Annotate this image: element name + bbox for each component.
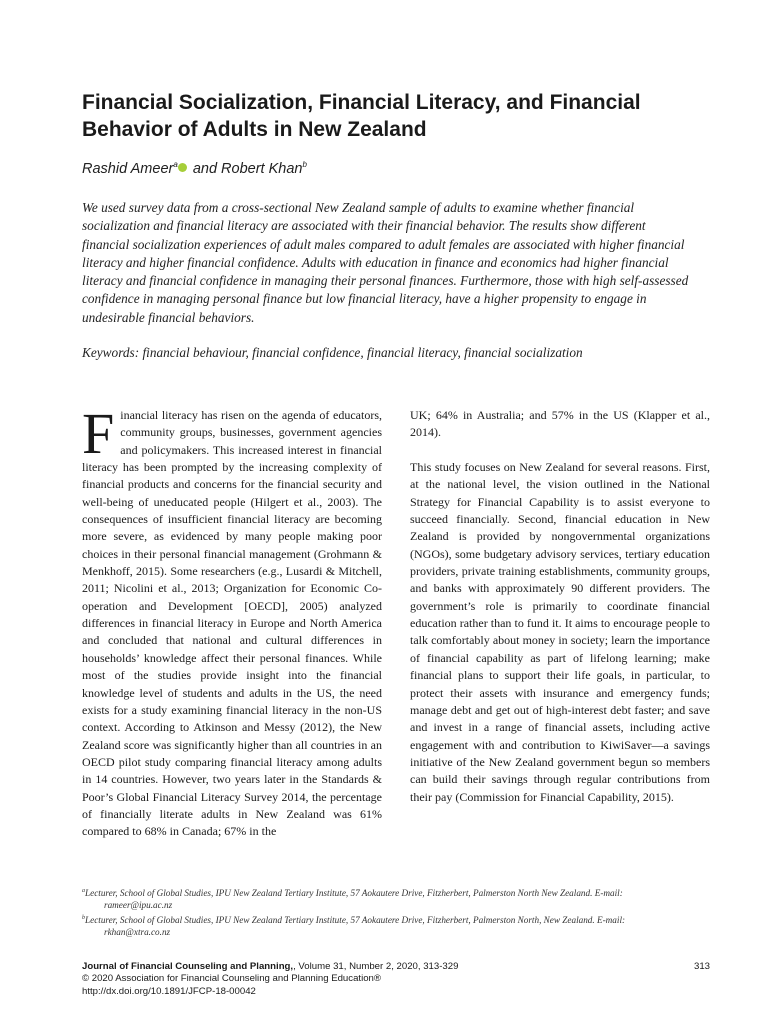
author-affiliation-marker-1: a [173,160,178,169]
keywords: Keywords: financial behaviour, financial confidence, financial literacy, financial socialization [82,345,583,360]
copyright-notice: © 2020 Association for Financial Counseling and Planning Education® [82,973,381,985]
footnote-b-marker: b [82,914,85,921]
footnote-a-marker: a [82,888,85,894]
intro-paragraph-text: inancial literacy has risen on the agenda of educators, community groups, businesses, government agencies and policymakers. This increased interest in financial literacy has been prompted by the increasing complexity of financial products and concerns for the financial security and well-being of uneducated people (Hilgert et al., 2003). The consequences of insufficient financial literacy are becoming more severe, as evidenced by many people making poor choices in their personal financial management (Grohmann & Menkhoff, 2015). Some researchers (e.g., Lusardi & Mitchell, 2011; Nicolini et al., 2013; Organization for Economic Co-operation and Development [OECD], 2005) analyzed differences in financial literacy in Europe and North America and concluded that national and cultural differences in households’ knowledge affect their personal finances. While most of the studies provide insight into the financial knowledge level of students and adults in the US, the need exists for a study examining financial literacy in the non-US context. According to Atkinson and Messy (2012), the New Zealand score was significantly higher than all countries in an OECD pilot study comparing financial literacy among adults in 14 countries. However, two years later in the Standards & Poor’s Global Financial Literacy Survey 2014, the percentage of financially literate adults in New Zealand was 61% compared to 68% in Canada; 67% in the [82,408,382,839]
drop-cap-letter: F [82,401,115,466]
author-affiliation-marker-2: b [302,160,307,169]
author-name-2: and Robert Khan [188,160,303,177]
affiliation-footnotes [82,885,702,938]
page-number: 313 [693,961,710,972]
article-title: Financial Socialization, Financial Literacy, and Financial Behavior of Adults in New Zealand [82,91,641,141]
paragraph-continuation: UK; 64% in Australia; and 57% in the US (Klapper et al., 2014). [410,408,710,440]
page-footer [82,961,710,998]
abstract: We used survey data from a cross-sectional New Zealand sample of adults to examine whether financial socialization and financial literacy are associated with their financial behavior. The results show different financial socialization experiences of adult males compared to adult females are associated with higher financial literacy and higher financial confidence. Adults with education in finance and economics had higher financial literacy and financial confidence in managing their personal finances. Furthermore, those with high self-assessed confidence in managing personal finance but low financial literacy, have a higher propensity to engage in undesirable financial behaviors. [82,200,689,325]
author-line [82,160,307,177]
footnote-a-text: Lecturer, School of Global Studies, IPU New Zealand Tertiary Institute, 57 Aokautere Drive, Fitzherbert, Palmerston North New Zealand. E-mail: [85,888,623,899]
footnote-b [82,912,702,939]
footnote-a-email[interactable]: rameer@ipu.ac.nz [104,900,173,911]
volume-info: , Volume 31, Number 2, 2020, 313-329 [293,961,459,972]
footnote-b-email[interactable]: rkhan@xtra.co.nz [104,927,171,938]
author-name-1: Rashid Ameer [82,160,174,177]
body-column-right [410,407,710,806]
doi-link[interactable]: http://dx.doi.org/10.1891/JFCP-18-00042 [82,985,256,997]
paragraph-new-zealand-focus: This study focuses on New Zealand for several reasons. First, at the national level, the vision outlined in the National Strategy for Financial Capability is to assist everyone to succeed financially. Second, financial education in New Zealand is provided by nongovernmental organizations (NGOs), some budgetary advisory services, tertiary education providers, private training establishments, community groups, and banks with approximately 90 different providers. The government’s role is primarily to coordinate financial education rather than to fund it. It aims to encourage people to talk comfortably about money in society; learn the importance of financial capability as part of lifelong learning; make financial plans to support their life goals, in particular, to protect their assets with insurance and emergency funds; manage debt and get out of high-interest debt faster; and save and invest in a range of financial assets, including active engagement with and contribution to KiwiSaver—a savings initiative of the New Zealand government begun so members can build their savings through regular contributions from their pay (Commission for Financial Capability, 2015). [410,460,710,804]
orcid-icon[interactable] [178,163,187,172]
footnote-a [82,885,702,912]
body-column-left [82,401,382,841]
journal-name: Journal of Financial Counseling and Planning, [82,961,294,972]
intro-paragraph [82,401,382,841]
journal-citation [82,961,710,973]
footnote-b-text: Lecturer, School of Global Studies, IPU New Zealand Tertiary Institute, 57 Aokautere Drive, Fitzherbert, Palmerston North, New Zealand. E-mail: [85,914,626,925]
